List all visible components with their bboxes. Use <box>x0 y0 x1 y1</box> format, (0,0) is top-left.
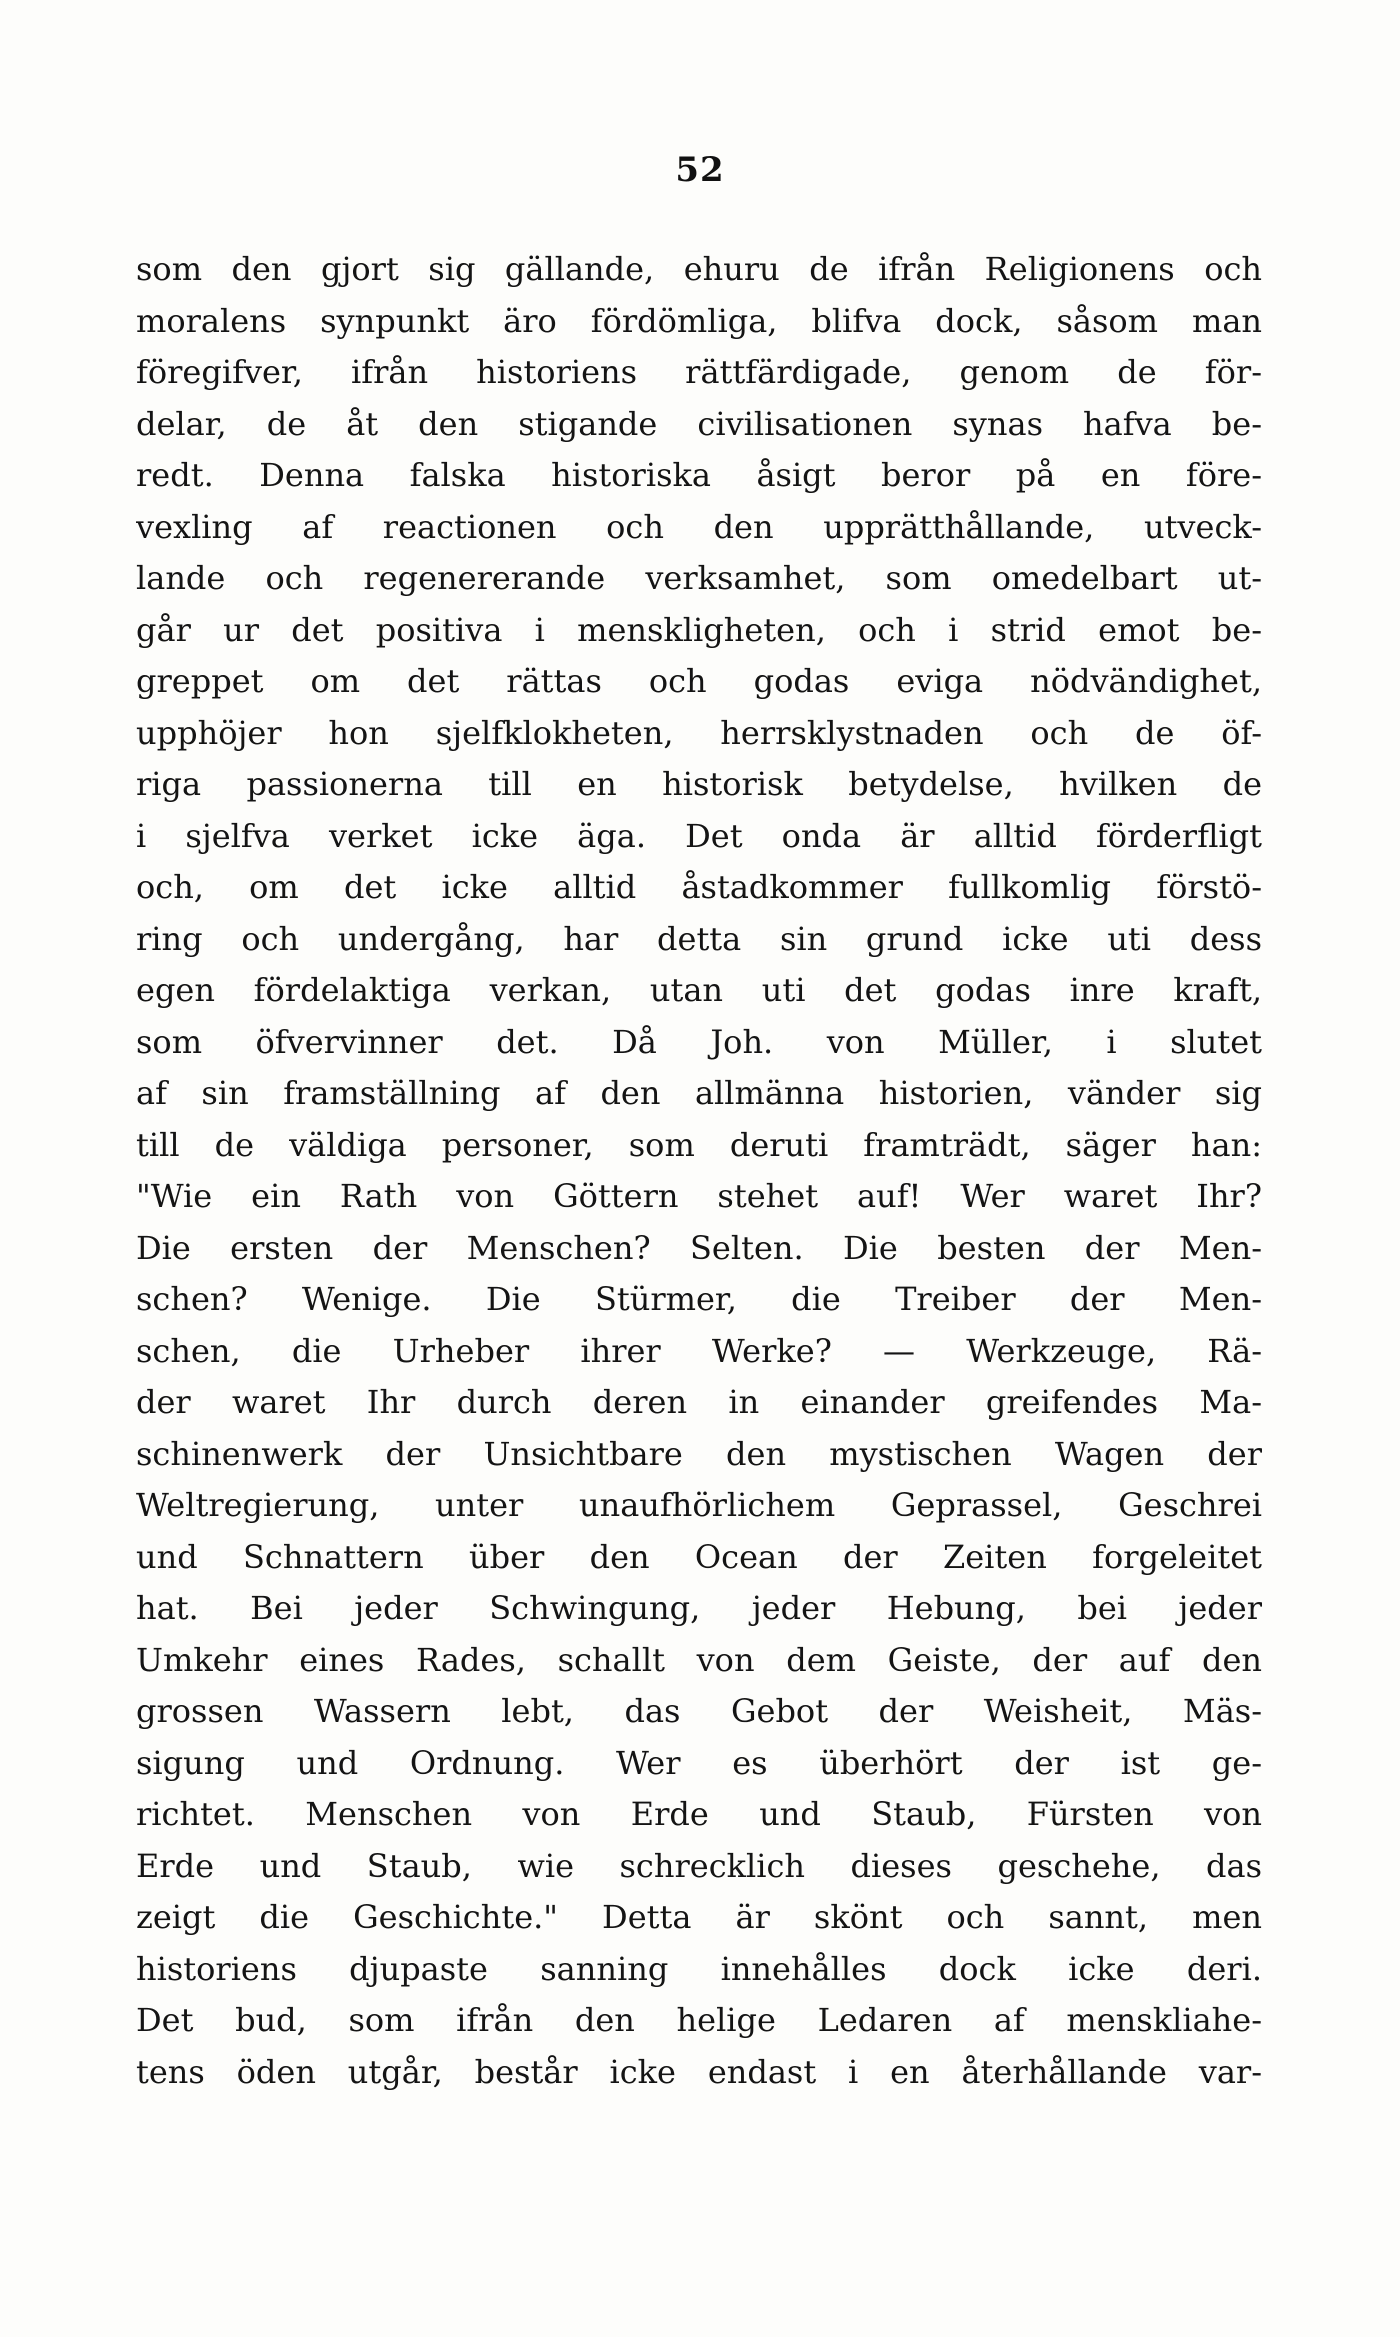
text-line: går ur det positiva i menskligheten, och i strid emot be- <box>136 610 1262 649</box>
text-line: egen fördelaktiga verkan, utan uti det godas inre kraft, <box>136 971 1262 1009</box>
text-line: som öfvervinner det. Då Joh. von Müller, i slutet <box>136 1022 1262 1061</box>
text-line: richtet. Menschen von Erde und Staub, Fürsten von <box>136 1795 1262 1833</box>
text-line: Det bud, som ifrån den helige Ledaren af menskliahe- <box>136 2001 1262 2039</box>
page-number: 52 <box>675 150 725 190</box>
body-text <box>136 244 1262 2098</box>
text-line: greppet om det rättas och godas eviga nödvändighet, <box>136 662 1262 700</box>
text-line: som den gjort sig gällande, ehuru de ifrån Religionens och <box>136 250 1262 288</box>
text-line: riga passionerna till en historisk betydelse, hvilken de <box>136 765 1262 803</box>
text-line: zeigt die Geschichte." Detta är skönt och sannt, men <box>136 1898 1262 1936</box>
text-line: "Wie ein Rath von Göttern stehet auf! Wer waret Ihr? <box>136 1177 1262 1215</box>
text-line: af sin framställning af den allmänna historien, vänder sig <box>136 1074 1262 1112</box>
text-line: hat. Bei jeder Schwingung, jeder Hebung, bei jeder <box>136 1589 1262 1627</box>
text-line: moralens synpunkt äro fördömliga, blifva dock, såsom man <box>136 301 1262 340</box>
text-line: und Schnattern über den Ocean der Zeiten forgeleitet <box>136 1537 1262 1576</box>
text-line: Weltregierung, unter unaufhörlichem Geprassel, Geschrei <box>136 1486 1262 1524</box>
text-line: sigung und Ordnung. Wer es überhört der ist ge- <box>136 1743 1262 1782</box>
text-line: Erde und Staub, wie schrecklich dieses geschehe, das <box>136 1846 1262 1885</box>
text-line: grossen Wassern lebt, das Gebot der Weisheit, Mäs- <box>136 1692 1262 1730</box>
text-line: föregifver, ifrån historiens rättfärdigade, genom de för- <box>136 353 1262 391</box>
text-line: Die ersten der Menschen? Selten. Die besten der Men- <box>136 1228 1262 1267</box>
text-line: tens öden utgår, består icke endast i en återhållande var- <box>136 2052 1262 2091</box>
text-line: i sjelfva verket icke äga. Det onda är alltid förderfligt <box>136 816 1262 855</box>
text-line: schinenwerk der Unsichtbare den mystischen Wagen der <box>136 1434 1262 1473</box>
text-line: till de väldiga personer, som deruti framträdt, säger han: <box>136 1125 1262 1164</box>
text-line: upphöjer hon sjelfklokheten, herrsklystnaden och de öf- <box>136 713 1262 752</box>
text-line: och, om det icke alltid åstadkommer fullkomlig förstö- <box>136 868 1262 906</box>
text-line: schen, die Urheber ihrer Werke? — Werkzeuge, Rä- <box>136 1331 1262 1370</box>
text-line: historiens djupaste sanning innehålles dock icke deri. <box>136 1949 1262 1988</box>
text-line: lande och regenererande verksamhet, som omedelbart ut- <box>136 559 1262 597</box>
text-line: der waret Ihr durch deren in einander greifendes Ma- <box>136 1383 1262 1421</box>
text-line: delar, de åt den stigande civilisationen synas hafva be- <box>136 404 1262 443</box>
text-line: ring och undergång, har detta sin grund icke uti dess <box>136 919 1262 958</box>
text-line: redt. Denna falska historiska åsigt beror på en före- <box>136 456 1262 494</box>
text-line: vexling af reactionen och den upprätthållande, utveck- <box>136 507 1262 546</box>
text-line: Umkehr eines Rades, schallt von dem Geiste, der auf den <box>136 1640 1262 1679</box>
text-line: schen? Wenige. Die Stürmer, die Treiber der Men- <box>136 1280 1262 1318</box>
